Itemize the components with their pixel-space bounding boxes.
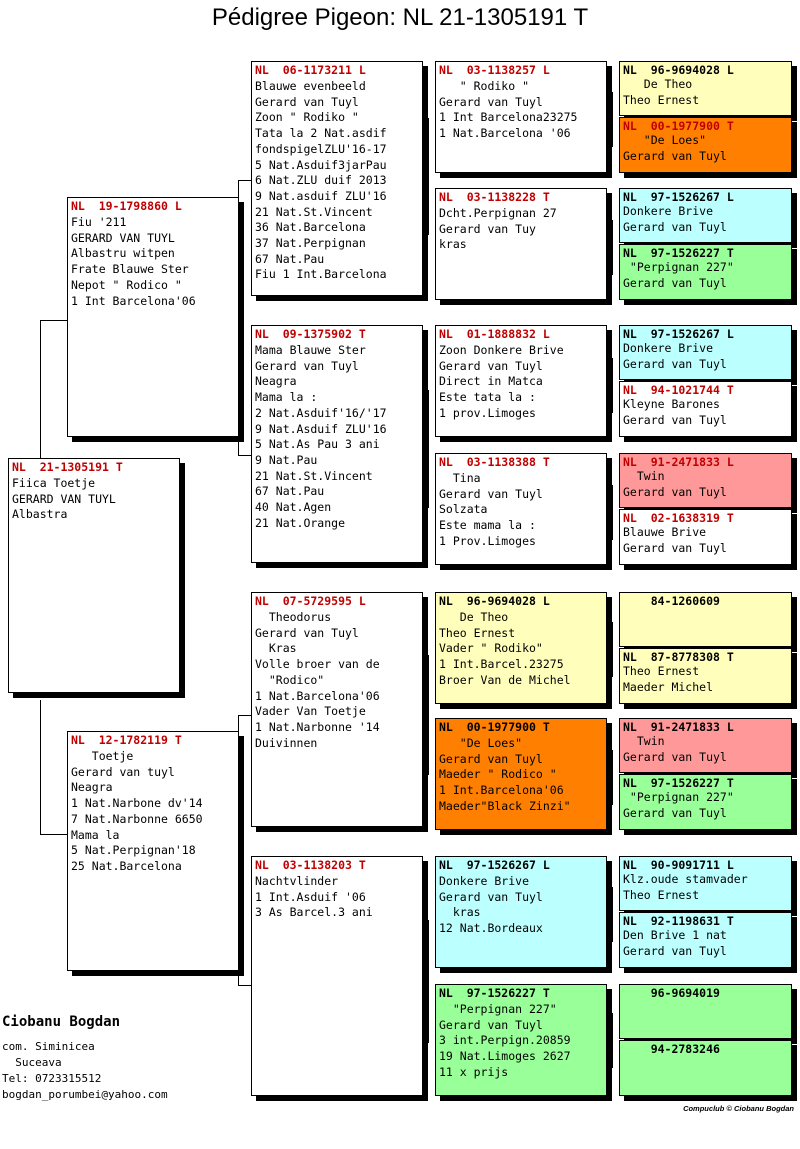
card-line: 1 Int Barcelona'06 [71, 293, 196, 308]
connector-line [612, 220, 613, 275]
dam-card [67, 731, 239, 971]
card-line: Gerard van Tuyl [623, 356, 727, 371]
card-line: 21 Nat.St.Vincent [255, 468, 373, 483]
card-line: Theo Ernest [623, 887, 700, 902]
ring-number: NL 97-1526227 T [623, 776, 734, 790]
card-line: 3 As Barcel.3 ani [255, 905, 373, 920]
card-line: Theodorus [255, 610, 332, 624]
connector-line [40, 700, 41, 834]
ancestor-card-g8 [619, 509, 792, 565]
card-line: kras [439, 237, 467, 252]
card-line: Gerard van Tuyl [623, 148, 727, 163]
card-line: Blauwe evenbeeld [255, 79, 366, 93]
ancestor-card-g1 [619, 61, 792, 116]
card-line: 5 Nat.As Pau 3 ani [255, 437, 380, 452]
card-line: Blauwe Brive [623, 525, 707, 539]
card-line: " Rodiko " [439, 79, 530, 93]
ring-number: NL 01-1888832 L [439, 327, 550, 341]
card-line: Twin [623, 469, 665, 483]
card-line: Vader " Rodiko" [439, 641, 543, 656]
ring-number: NL 91-2471833 L [623, 455, 734, 469]
card-line: "Perpignan 227" [623, 790, 734, 804]
connector-line [428, 920, 429, 1043]
card-line: 67 Nat.Pau [255, 251, 325, 266]
card-line: 7 Nat.Narbonne 6650 [71, 811, 203, 826]
card-line: Theo Ernest [623, 664, 700, 678]
ring-number: NL 00-1977900 T [623, 119, 734, 133]
ring-number: NL 90-9091711 L [623, 858, 734, 872]
card-line: "Rodico" [255, 672, 325, 687]
card-line: 12 Nat.Bordeaux [439, 921, 543, 936]
card-line: Albastra [12, 507, 68, 522]
grandsire-maternal-card [251, 592, 423, 827]
card-line: Fiu 1 Int.Barcelona [255, 267, 387, 282]
card-line: Este tata la : [439, 390, 536, 405]
card-line: Twin [623, 734, 665, 748]
card-line: Donkere Brive [623, 341, 714, 355]
card-line: 1 Int.Asduif '06 [255, 889, 366, 904]
card-line: Gerard van Tuy [439, 221, 536, 236]
ancestor-card-g13 [619, 856, 792, 911]
ring-number: NL 97-1526267 L [623, 190, 734, 204]
card-line: Klz.oude stamvader [623, 872, 748, 886]
owner-phone: Tel: 0723315512 [2, 1072, 102, 1085]
card-line: 1 Prov.Limoges [439, 533, 536, 548]
ring-number: NL 09-1375902 T [255, 327, 366, 341]
card-line: 9 Nat.Pau [255, 452, 318, 467]
card-line: 1 Nat.Barcelona '06 [439, 126, 571, 141]
sire-card [67, 197, 239, 437]
ancestor-card-sds [435, 325, 607, 437]
connector-line [612, 887, 613, 942]
card-line: 1 Nat.Narbone dv'14 [71, 796, 203, 811]
card-line: 11 x prijs [439, 1064, 509, 1079]
card-line: Maeder " Rodico " [439, 767, 557, 782]
card-line: "Perpignan 227" [623, 260, 734, 274]
card-line: Nachtvlinder [255, 874, 339, 888]
card-line: Gerard van Tuyl [623, 540, 727, 555]
ring-number: NL 12-1782119 T [71, 733, 182, 747]
ancestor-card-g10 [619, 648, 792, 704]
card-line: Este mama la : [439, 518, 536, 533]
card-line: Tata la 2 Nat.asdif [255, 126, 387, 141]
connector-line [428, 655, 429, 775]
card-line: 19 Nat.Limoges 2627 [439, 1049, 571, 1064]
card-line: De Theo [623, 77, 693, 91]
page-title: Pédigree Pigeon: NL 21-1305191 T [211, 4, 589, 31]
card-line: Frate Blauwe Ster [71, 262, 189, 277]
card-line: GERARD VAN TUYL [12, 491, 116, 506]
card-line: Gerard van Tuyl [439, 889, 543, 904]
card-line: Volle broer van de [255, 657, 380, 672]
connector-line [612, 92, 613, 147]
card-line: Gerard van Tuyl [255, 625, 359, 640]
card-line: Gerard van Tuyl [623, 275, 727, 290]
ancestor-card-g15 [619, 984, 792, 1039]
card-line: Toetje [71, 749, 134, 763]
card-line: Gerard van Tuyl [439, 94, 543, 109]
ring-number: NL 97-1526267 L [623, 327, 734, 341]
card-line: Gerard van Tuyl [623, 943, 727, 958]
ring-number: NL 03-1138388 T [439, 455, 550, 469]
card-line: Den Brive 1 nat [623, 928, 727, 942]
card-line: "Perpignan 227" [439, 1002, 557, 1016]
card-line: Gerard van Tuyl [623, 749, 727, 764]
subject-pigeon-card [8, 458, 180, 693]
ring-number: 96-9694019 [623, 986, 720, 1000]
ancestor-card-g11 [619, 718, 792, 773]
card-line: 5 Nat.Asduif3jarPau [255, 157, 387, 172]
connector-line [40, 320, 70, 321]
ancestor-card-dss [435, 592, 607, 704]
connector-line [428, 390, 429, 508]
card-line: Neagra [255, 374, 297, 389]
connector-line [612, 485, 613, 540]
card-line: Theo Ernest [623, 92, 700, 107]
card-line: Vader Van Toetje [255, 704, 366, 719]
ring-number: NL 92-1198631 T [623, 914, 734, 928]
ring-number: NL 03-1138257 L [439, 63, 550, 77]
card-line: Gerard van Tuyl [439, 486, 543, 501]
card-line: kras [439, 905, 481, 920]
card-line: Mama la : [255, 390, 318, 405]
ancestor-card-g2 [619, 117, 792, 173]
card-line: Gerard van Tuyl [439, 751, 543, 766]
ring-number: NL 97-1526227 T [623, 246, 734, 260]
card-line: Mama la [71, 827, 120, 842]
card-line: Fiu '211 [71, 215, 127, 229]
card-line: De Theo [439, 610, 509, 624]
card-line: Duivinnen [255, 735, 318, 750]
ancestor-card-g7 [619, 453, 792, 508]
card-line: Kleyne Barones [623, 397, 720, 411]
card-line: Dcht.Perpignan 27 [439, 206, 557, 220]
footer-credit: Compuclub © Ciobanu Bogdan [683, 1104, 794, 1113]
connector-line [612, 1013, 613, 1068]
card-line: 67 Nat.Pau [255, 484, 325, 499]
card-line: Kras [255, 641, 297, 656]
ancestor-card-g12 [619, 774, 792, 830]
card-line: 36 Nat.Barcelona [255, 220, 366, 235]
owner-email: bogdan_porumbei@yahoo.com [2, 1088, 168, 1101]
card-line: 6 Nat.ZLU duif 2013 [255, 173, 387, 188]
card-line: Donkere Brive [439, 874, 530, 888]
ancestor-card-dds [435, 856, 607, 968]
card-line: Solzata [439, 502, 488, 517]
ring-number: 94-2783246 [623, 1042, 720, 1056]
card-line: Gerard van Tuyl [623, 805, 727, 820]
ancestor-card-sss [435, 61, 607, 173]
ring-number: NL 03-1138203 T [255, 858, 366, 872]
ancestor-card-ssd [435, 188, 607, 300]
card-line: 2 Nat.Asduif'16/'17 [255, 405, 387, 420]
card-line: Gerard van Tuyl [439, 1017, 543, 1032]
card-line: 21 Nat.St.Vincent [255, 204, 373, 219]
card-line: 1 Int.Barcel.23275 [439, 657, 564, 672]
card-line: "De Loes" [623, 133, 707, 147]
ancestor-card-ddd [435, 984, 607, 1096]
connector-line [40, 834, 70, 835]
card-line: Donkere Brive [623, 204, 714, 218]
card-line: 1 Nat.Barcelona'06 [255, 688, 380, 703]
ancestor-card-g3 [619, 188, 792, 243]
card-line: 3 int.Perpign.20859 [439, 1033, 571, 1048]
connector-line [40, 320, 41, 460]
granddam-maternal-card [251, 856, 423, 1096]
ring-number: NL 19-1798860 L [71, 199, 182, 213]
granddam-paternal-card [251, 325, 423, 563]
card-line: Gerard van Tuyl [623, 484, 727, 499]
ancestor-card-g16 [619, 1040, 792, 1096]
grandsire-paternal-card [251, 61, 423, 296]
card-line: Maeder Michel [623, 679, 714, 694]
card-line: 1 Int Barcelona23275 [439, 110, 578, 125]
ring-number: NL 87-8778308 T [623, 650, 734, 664]
ring-number: NL 07-5729595 L [255, 594, 366, 608]
card-line: 40 Nat.Agen [255, 500, 332, 515]
card-line: "De Loes" [439, 736, 523, 750]
ring-number: 84-1260609 [623, 594, 720, 608]
card-line: 9 Nat.Asduif ZLU'16 [255, 421, 387, 436]
connector-line [612, 750, 613, 805]
card-line: 9 Nat.asduif ZLU'16 [255, 188, 387, 203]
ring-number: NL 21-1305191 T [12, 460, 123, 474]
card-line: Tina [439, 471, 481, 485]
card-line: 25 Nat.Barcelona [71, 858, 182, 873]
connector-line [612, 358, 613, 413]
card-line: Gerard van tuyl [71, 764, 175, 779]
ancestor-card-g14 [619, 912, 792, 968]
ancestor-card-g5 [619, 325, 792, 380]
card-line: Maeder"Black Zinzi" [439, 798, 571, 813]
ring-number: NL 94-1021744 T [623, 383, 734, 397]
ring-number: NL 91-2471833 L [623, 720, 734, 734]
card-line: Gerard van Tuyl [255, 94, 359, 109]
ring-number: NL 00-1977900 T [439, 720, 550, 734]
ring-number: NL 03-1138228 T [439, 190, 550, 204]
ring-number: NL 96-9694028 L [623, 63, 734, 77]
ancestor-card-sdd [435, 453, 607, 565]
ring-number: NL 97-1526267 L [439, 858, 550, 872]
card-line: Gerard van Tuyl [623, 412, 727, 427]
card-line: Theo Ernest [439, 625, 516, 640]
card-line: 37 Nat.Perpignan [255, 236, 366, 251]
card-line: Albastru witpen [71, 246, 175, 261]
owner-line: Suceava [2, 1056, 62, 1069]
card-line: Gerard van Tuyl [623, 219, 727, 234]
card-line: GERARD VAN TUYL [71, 230, 175, 245]
owner-name: Ciobanu Bogdan [2, 1014, 121, 1030]
ring-number: NL 96-9694028 L [439, 594, 550, 608]
card-line: 21 Nat.Orange [255, 515, 346, 530]
card-line: Fiica Toetje [12, 476, 96, 490]
card-line: Mama Blauwe Ster [255, 343, 366, 357]
card-line: fondspigelZLU'16-17 [255, 141, 387, 156]
connector-line [428, 118, 429, 235]
connector-line [612, 622, 613, 677]
card-line: 5 Nat.Perpignan'18 [71, 843, 196, 858]
card-line: 1 Nat.Narbonne '14 [255, 719, 380, 734]
ancestor-card-dsd [435, 718, 607, 830]
ancestor-card-g6 [619, 381, 792, 437]
ring-number: NL 06-1173211 L [255, 63, 366, 77]
ancestor-card-g9 [619, 592, 792, 647]
card-line: Neagra [71, 780, 113, 795]
card-line: Broer Van de Michel [439, 672, 571, 687]
card-line: 1 prov.Limoges [439, 405, 536, 420]
ancestor-card-g4 [619, 244, 792, 300]
card-line: Zoon " Rodiko " [255, 110, 359, 125]
owner-line: com. Siminicea [2, 1040, 95, 1053]
card-line: Gerard van Tuyl [439, 358, 543, 373]
ring-number: NL 02-1638319 T [623, 511, 734, 525]
ring-number: NL 97-1526227 T [439, 986, 550, 1000]
card-line: Nepot " Rodico " [71, 277, 182, 292]
card-line: Direct in Matca [439, 374, 543, 389]
card-line: 1 Int.Barcelona'06 [439, 783, 564, 798]
card-line: Gerard van Tuyl [255, 358, 359, 373]
card-line: Zoon Donkere Brive [439, 343, 564, 357]
